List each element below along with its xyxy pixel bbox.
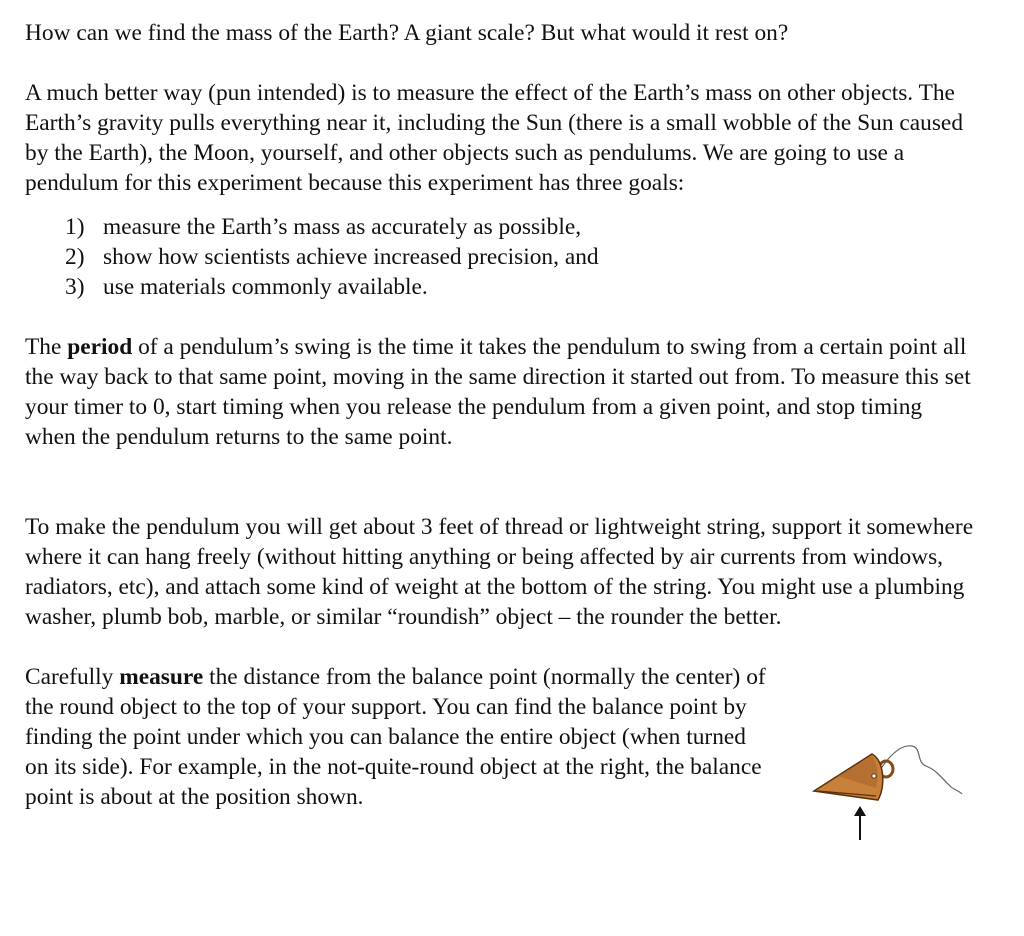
measure-lead: Carefully xyxy=(25,664,114,690)
plumb-bob-icon xyxy=(808,736,968,848)
list-item-text: use materials commonly available. xyxy=(103,274,428,300)
intro-paragraph: How can we find the mass of the Earth? A giant scale? But what would it rest on? xyxy=(25,20,789,46)
period-term: period xyxy=(67,334,133,360)
list-item-number: 2) xyxy=(65,244,85,270)
make-pendulum-paragraph: To make the pendulum you will get about 3 feet of thread or lightweight string, support it somewhere where it can hang freely (without hitting anything or being affected by air currents from windows, radiators, etc), and attach some kind of weight at the bottom of the string. You might use a plumbing washer, plumb bob, marble, or similar “roundish” object – the rounder the better. xyxy=(25,514,974,630)
period-lead: The xyxy=(25,334,62,360)
list-item-number: 1) xyxy=(65,214,85,240)
balance-point-arrow-icon xyxy=(854,806,866,840)
measure-paragraph xyxy=(25,662,775,812)
period-paragraph xyxy=(25,332,975,452)
list-item xyxy=(25,242,975,272)
list-item-text: measure the Earth’s mass as accurately as possible, xyxy=(103,214,582,240)
list-item-text: show how scientists achieve increased precision, and xyxy=(103,244,599,270)
plumb-bob-figure xyxy=(808,736,968,848)
measure-text: the distance from the balance point (normally the center) of the round object to the top of your support. You can find the balance point by finding the point under which you can balance the entire object (when turned on its side). For example, in the not-quite-round object at the right, the balance point is about at the position shown. xyxy=(25,664,766,810)
measure-term: measure xyxy=(119,664,204,690)
list-item xyxy=(25,212,975,242)
goals-list xyxy=(25,212,975,302)
document-page xyxy=(25,18,975,812)
list-item-number: 3) xyxy=(65,274,85,300)
period-text: of a pendulum’s swing is the time it takes the pendulum to swing from a certain point all the way back to that same point, moving in the same direction it started out from. To measure this set your timer to 0, start timing when you release the pendulum from a given point, and stop timing when the pendulum returns to the same point. xyxy=(25,334,971,450)
goals-intro-paragraph: A much better way (pun intended) is to measure the effect of the Earth’s mass on other objects. The Earth’s gravity pulls everything near it, including the Sun (there is a small wobble of the Sun caused by the Earth), the Moon, yourself, and other objects such as pendulums. We are going to use a pendulum for this experiment because this experiment has three goals: xyxy=(25,80,964,196)
list-item xyxy=(25,272,975,302)
